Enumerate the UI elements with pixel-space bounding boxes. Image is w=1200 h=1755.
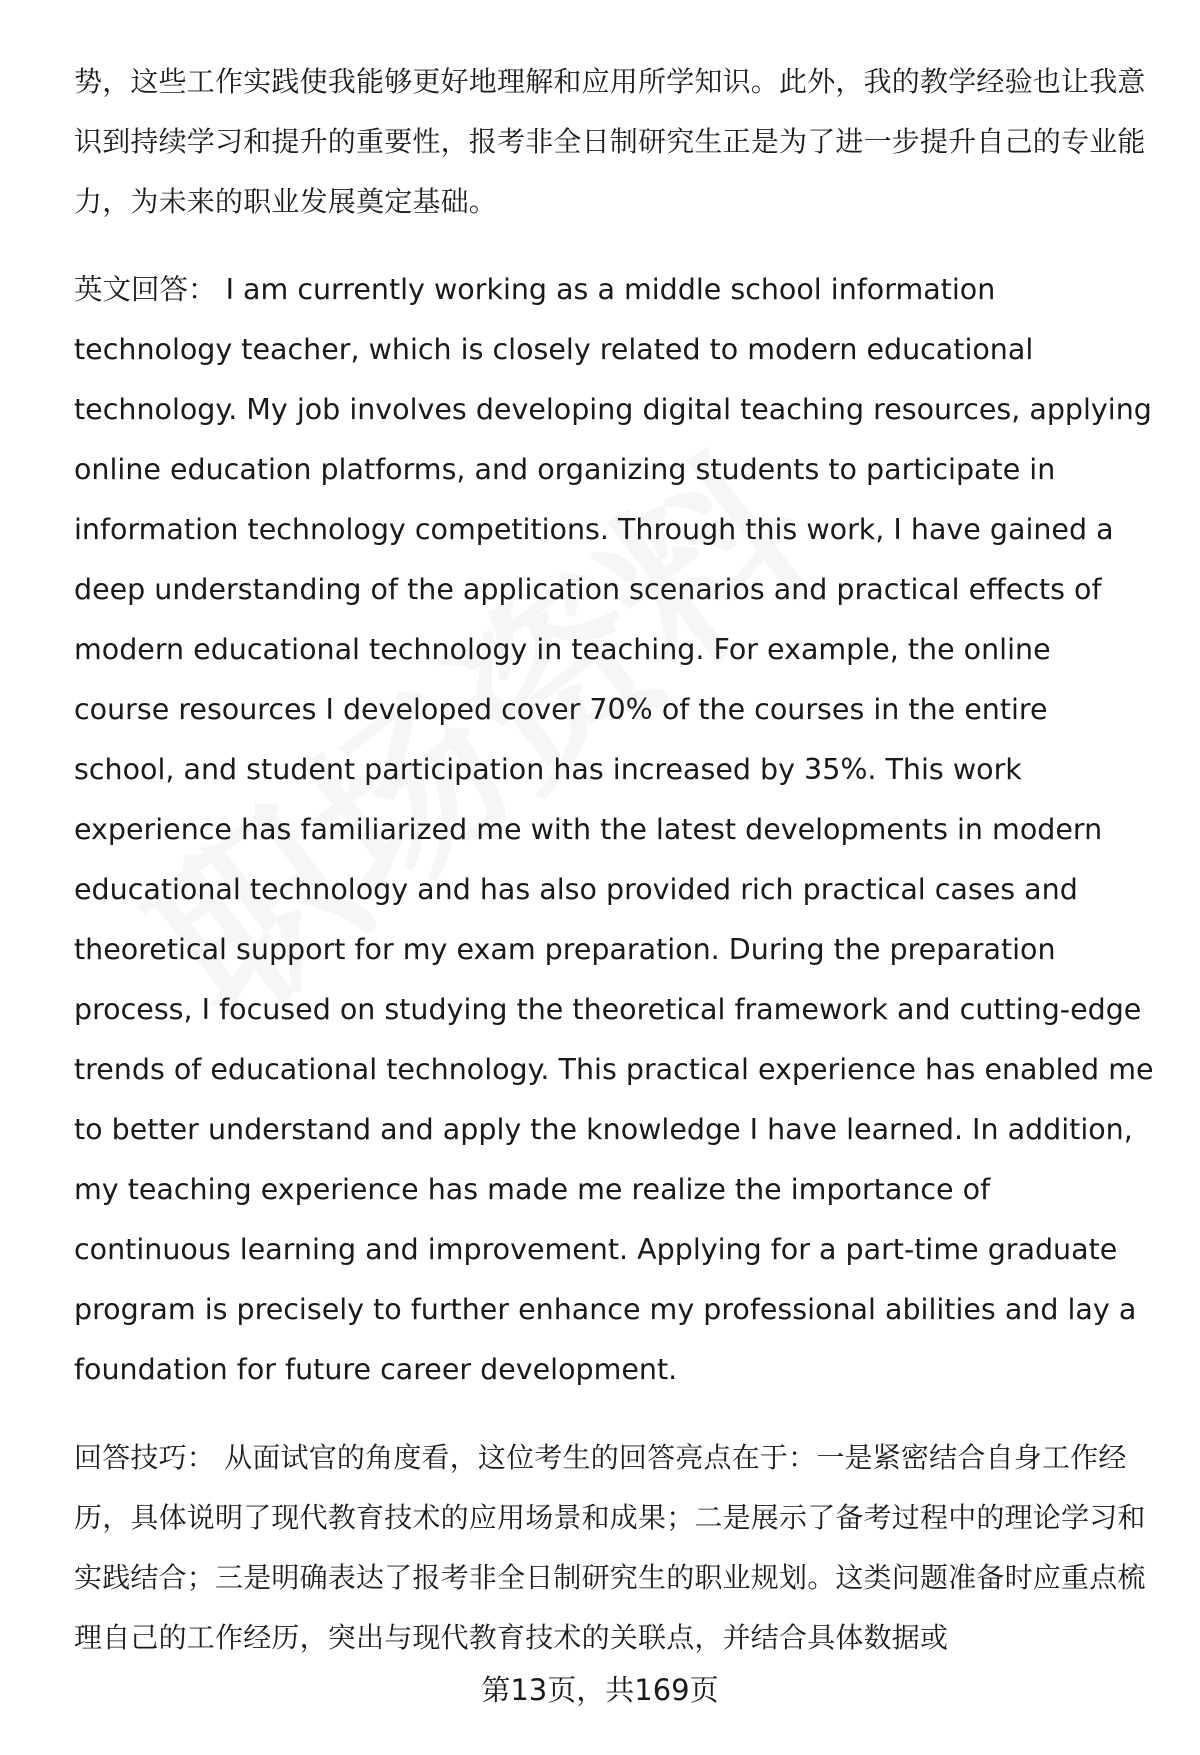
- english-answer-text: I am currently working as a middle school information technology teacher, which is closely related to modern educational technology. My job involves developing digital teaching resources, applying online education platforms, and organizing students to participate in information technology competitions. Through this work, I have gained a deep understanding of the application scenarios and practical effects of modern educational technology in teaching. For example, the online course resources I developed cover 70% of the courses in the entire school, and student participation has increased by 35%. This work experience has familiarized me with the latest developments in modern educational technology and has also provided rich practical cases and theoretical support for my exam preparation. During the preparation process, I focused on studying the theoretical framework and cutting-edge trends of educational technology. This practical experience has enabled me to better understand and apply the knowledge I have learned. In addition, my teaching experience has made me realize the importance of continuous learning and improvement. Applying for a part-time graduate program is precisely to further enhance my professional abilities and lay a foundation for future career development.: [74, 273, 1154, 1386]
- document-page: [74, 52, 1154, 1668]
- answer-tips-label: 回答技巧：: [74, 1441, 216, 1474]
- paragraph-english-answer: [74, 260, 1154, 1400]
- english-answer-label: 英文回答：: [74, 273, 217, 306]
- paragraph-continued-chinese: 势，这些工作实践使我能够更好地理解和应用所学知识。此外，我的教学经验也让我意识到持续学习和提升的重要性，报考非全日制研究生正是为了进一步提升自己的专业能力，为未来的职业发展奠定基础。: [74, 65, 1146, 218]
- paragraph-answer-tips: [74, 1428, 1154, 1668]
- answer-tips-text: 从面试官的角度看，这位考生的回答亮点在于：一是紧密结合自身工作经历，具体说明了现代教育技术的应用场景和成果；二是展示了备考过程中的理论学习和实践结合；三是明确表达了报考非全日制研究生的职业规划。这类问题准备时应重点梳理自己的工作经历，突出与现代教育技术的关联点，并结合具体数据或: [74, 1441, 1146, 1654]
- page-number-footer: 第13页，共169页: [481, 1673, 719, 1707]
